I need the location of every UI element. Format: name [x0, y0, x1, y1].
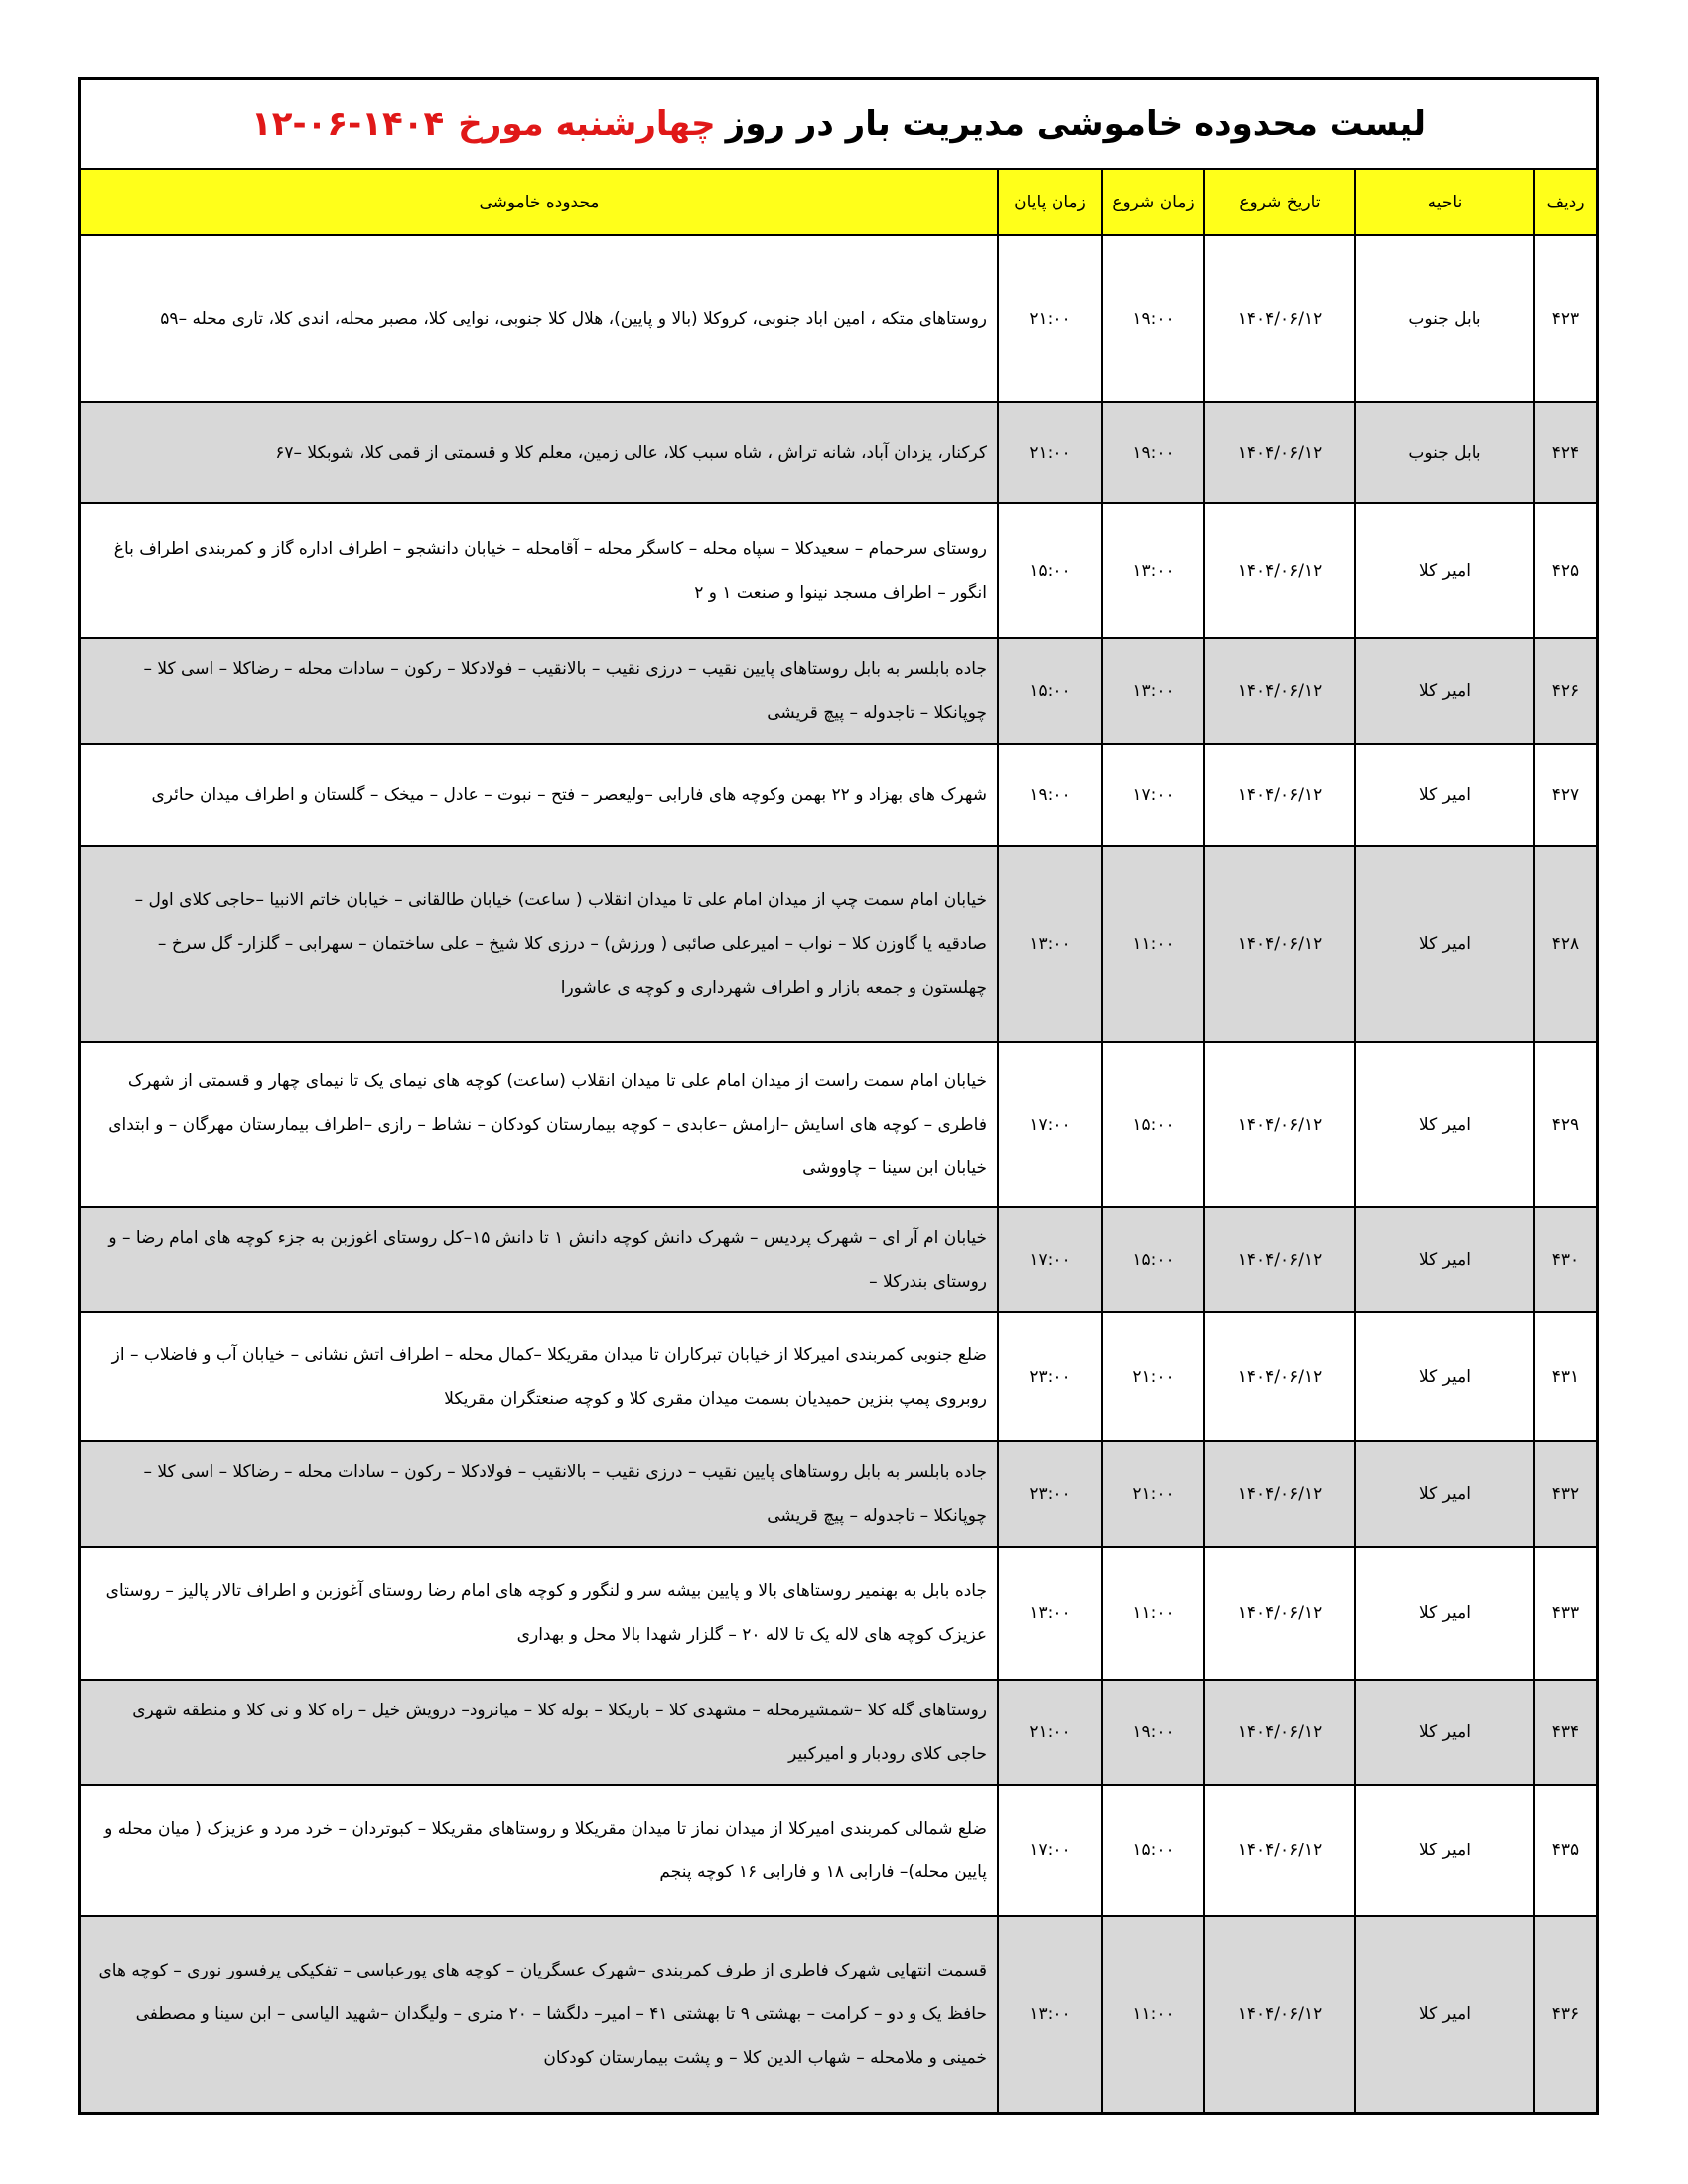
row-number: ۴۳۳: [1534, 1547, 1596, 1680]
row-area: جاده بابلسر به بابل روستاهای پایین نقیب – درزی نقیب – بالانقیب – فولادکلا – رکون – سادات محله – رضاکلا – اسی کلا – چوپانکلا – تاجدوله – پیچ قریشی: [81, 638, 998, 744]
row-zone: امیر کلا: [1355, 1042, 1534, 1207]
row-zone: امیر کلا: [1355, 1207, 1534, 1312]
table-row: [81, 1042, 1596, 1207]
row-number: ۴۳۴: [1534, 1680, 1596, 1785]
row-number: ۴۲۷: [1534, 744, 1596, 846]
row-area: کرکنار، یزدان آباد، شانه تراش ، شاه سبب کلا، عالی زمین، معلم کلا و قسمتی از قمی کلا، شوبکلا –۶۷: [81, 402, 998, 503]
row-zone: بابل جنوب: [1355, 235, 1534, 402]
row-area: خیابان ام آر ای – شهرک پردیس – شهرک دانش کوچه دانش ۱ تا دانش ۱۵–کل روستای اغوزبن به جزء کوچه های امام رضا – و روستای بندرکلا –: [81, 1207, 998, 1312]
row-number: ۴۲۴: [1534, 402, 1596, 503]
row-start-time: ۱۳:۰۰: [1102, 503, 1204, 638]
row-end-time: ۱۷:۰۰: [998, 1207, 1102, 1312]
row-start-time: ۱۹:۰۰: [1102, 1680, 1204, 1785]
title-prefix: لیست محدوده خاموشی مدیریت بار در روز: [725, 104, 1426, 144]
row-end-time: ۱۳:۰۰: [998, 846, 1102, 1042]
row-area: خیابان امام سمت چپ از میدان امام علی تا میدان انقلاب ( ساعت) خیابان طالقانی – خیابان خاتم الانبیا –حاجی کلای اول – صادقیه یا گاوزن کلا – نواب – امیرعلی صائبی ( ورزش) – درزی کلا شیخ – علی ساختمان – سهرابی – گلزار- گل سرخ – چهلستون و جمعه بازار و اطراف شهرداری و کوچه ی عاشورا: [81, 846, 998, 1042]
header-start-time: زمان شروع: [1102, 170, 1204, 235]
row-area: جاده بابل به بهنمیر روستاهای بالا و پایین بیشه سر و لنگور و کوچه های امام رضا روستای آغوزبن و اطراف تالار پالیز – روستای عزیزک کوچه های لاله یک تا لاله ۲۰ – گلزار شهدا بالا محل و بهداری: [81, 1547, 998, 1680]
row-area: جاده بابلسر به بابل روستاهای پایین نقیب – درزی نقیب – بالانقیب – فولادکلا – رکون – سادات محله – رضاکلا – اسی کلا – چوپانکلا – تاجدوله – پیچ قریشی: [81, 1441, 998, 1547]
table-row: [81, 1680, 1596, 1785]
header-start-date: تاریخ شروع: [1204, 170, 1355, 235]
row-zone: امیر کلا: [1355, 744, 1534, 846]
row-zone: امیر کلا: [1355, 1916, 1534, 2112]
row-area: خیابان امام سمت راست از میدان امام علی تا میدان انقلاب (ساعت) کوچه های نیمای یک تا نیمای چهار و قسمتی از شهرک فاطری – کوچه های اسایش –ارامش –عابدی – کوچه بیمارستان کودکان – نشاط – رازی –اطراف بیمارستان مهرگان – و ابتدای خیابان ابن سینا – چاووشی: [81, 1042, 998, 1207]
row-end-time: ۱۷:۰۰: [998, 1042, 1102, 1207]
row-number: ۴۲۸: [1534, 846, 1596, 1042]
table-row: [81, 402, 1596, 503]
header-row: [81, 170, 1596, 235]
row-date: ۱۴۰۴/۰۶/۱۲: [1204, 1785, 1355, 1916]
header-zone: ناحیه: [1355, 170, 1534, 235]
row-area: روستاهای متکه ، امین اباد جنوبی، کروکلا (بالا و پایین)، هلال کلا جنوبی، نوایی کلا، مصبر محله، اندی کلا، تاری محله –۵۹: [81, 235, 998, 402]
row-date: ۱۴۰۴/۰۶/۱۲: [1204, 1207, 1355, 1312]
row-date: ۱۴۰۴/۰۶/۱۲: [1204, 235, 1355, 402]
row-zone: بابل جنوب: [1355, 402, 1534, 503]
row-zone: امیر کلا: [1355, 1312, 1534, 1441]
row-end-time: ۱۷:۰۰: [998, 1785, 1102, 1916]
row-number: ۴۲۵: [1534, 503, 1596, 638]
row-start-time: ۱۹:۰۰: [1102, 402, 1204, 503]
table-row: [81, 1441, 1596, 1547]
row-number: ۴۳۱: [1534, 1312, 1596, 1441]
blackout-sheet: [78, 77, 1599, 2115]
row-end-time: ۱۵:۰۰: [998, 638, 1102, 744]
row-zone: امیر کلا: [1355, 638, 1534, 744]
row-zone: امیر کلا: [1355, 503, 1534, 638]
row-end-time: ۱۵:۰۰: [998, 503, 1102, 638]
row-start-time: ۱۵:۰۰: [1102, 1785, 1204, 1916]
row-number: ۴۲۹: [1534, 1042, 1596, 1207]
row-zone: امیر کلا: [1355, 1785, 1534, 1916]
row-end-time: ۱۳:۰۰: [998, 1547, 1102, 1680]
row-date: ۱۴۰۴/۰۶/۱۲: [1204, 744, 1355, 846]
table-row: [81, 235, 1596, 402]
row-start-time: ۱۵:۰۰: [1102, 1207, 1204, 1312]
row-date: ۱۴۰۴/۰۶/۱۲: [1204, 1441, 1355, 1547]
row-area: روستاهای گله کلا –شمشیرمحله – مشهدی کلا – باریکلا – بوله کلا – میانرود– درویش خیل – راه کلا و نی کلا و منطقه شهری حاجی کلای رودبار و امیرکبیر: [81, 1680, 998, 1785]
row-area: قسمت انتهایی شهرک فاطری از طرف کمربندی –شهرک عسگریان – کوچه های پورعباسی – تفکیکی پرفسور نوری – کوچه های حافظ یک و دو – کرامت – بهشتی ۹ تا بهشتی ۴۱ – امیر– دلگشا – ۲۰ متری – ولیگدان –شهید الیاسی – ابن سینا و مصطفی خمینی و ملامحله – شهاب الدین کلا – و پشت بیمارستان کودکان: [81, 1916, 998, 2112]
row-zone: امیر کلا: [1355, 1547, 1534, 1680]
row-date: ۱۴۰۴/۰۶/۱۲: [1204, 1680, 1355, 1785]
row-end-time: ۱۳:۰۰: [998, 1916, 1102, 2112]
row-start-time: ۱۱:۰۰: [1102, 1916, 1204, 2112]
row-start-time: ۱۷:۰۰: [1102, 744, 1204, 846]
row-end-time: ۲۳:۰۰: [998, 1312, 1102, 1441]
table-row: [81, 744, 1596, 846]
row-zone: امیر کلا: [1355, 846, 1534, 1042]
row-number: ۴۲۳: [1534, 235, 1596, 402]
row-number: ۴۲۶: [1534, 638, 1596, 744]
row-start-time: ۲۱:۰۰: [1102, 1312, 1204, 1441]
row-start-time: ۱۱:۰۰: [1102, 846, 1204, 1042]
row-date: ۱۴۰۴/۰۶/۱۲: [1204, 1547, 1355, 1680]
table-row: [81, 638, 1596, 744]
row-end-time: ۲۳:۰۰: [998, 1441, 1102, 1547]
row-date: ۱۴۰۴/۰۶/۱۲: [1204, 1042, 1355, 1207]
row-date: ۱۴۰۴/۰۶/۱۲: [1204, 638, 1355, 744]
row-start-time: ۲۱:۰۰: [1102, 1441, 1204, 1547]
header-row-number: ردیف: [1534, 170, 1596, 235]
row-start-time: ۱۵:۰۰: [1102, 1042, 1204, 1207]
row-end-time: ۲۱:۰۰: [998, 235, 1102, 402]
title-date: ۱۲-۰۶-۱۴۰۴: [251, 104, 445, 144]
row-date: ۱۴۰۴/۰۶/۱۲: [1204, 1312, 1355, 1441]
row-zone: امیر کلا: [1355, 1680, 1534, 1785]
row-number: ۴۳۲: [1534, 1441, 1596, 1547]
page-title: [81, 80, 1596, 170]
row-end-time: ۱۹:۰۰: [998, 744, 1102, 846]
table-row: [81, 1916, 1596, 2112]
row-start-time: ۱۱:۰۰: [1102, 1547, 1204, 1680]
row-date: ۱۴۰۴/۰۶/۱۲: [1204, 1916, 1355, 2112]
row-end-time: ۲۱:۰۰: [998, 402, 1102, 503]
table-row: [81, 1785, 1596, 1916]
table-row: [81, 503, 1596, 638]
table-row: [81, 846, 1596, 1042]
row-number: ۴۳۶: [1534, 1916, 1596, 2112]
row-area: ضلع شمالی کمربندی امیرکلا از میدان نماز تا میدان مقریکلا و روستاهای مقریکلا – کبوتردان – خرد مرد و عزیزک ( میان محله و پایین محله)– فارابی ۱۸ و فارابی ۱۶ کوچه پنجم: [81, 1785, 998, 1916]
row-date: ۱۴۰۴/۰۶/۱۲: [1204, 402, 1355, 503]
table-row: [81, 1312, 1596, 1441]
title-highlight: چهارشنبه مورخ: [458, 104, 716, 144]
row-date: ۱۴۰۴/۰۶/۱۲: [1204, 846, 1355, 1042]
row-start-time: ۱۹:۰۰: [1102, 235, 1204, 402]
blackout-table: [81, 170, 1596, 2112]
row-zone: امیر کلا: [1355, 1441, 1534, 1547]
row-number: ۴۳۰: [1534, 1207, 1596, 1312]
table-row: [81, 1207, 1596, 1312]
row-area: ضلع جنوبی کمربندی امیرکلا از خیابان تبرکاران تا میدان مقریکلا –کمال محله – اطراف اتش نشانی – خیابان آب و فاضلاب – از روبروی پمپ بنزین حمیدیان بسمت میدان مقری کلا و کوچه صنعتگران مقریکلا: [81, 1312, 998, 1441]
row-start-time: ۱۳:۰۰: [1102, 638, 1204, 744]
row-end-time: ۲۱:۰۰: [998, 1680, 1102, 1785]
row-area: شهرک های بهزاد و ۲۲ بهمن وکوچه های فارابی –ولیعصر – فتح – نبوت – عادل – میخک – گلستان و اطراف میدان حائری: [81, 744, 998, 846]
row-area: روستای سرحمام – سعیدکلا – سپاه محله – کاسگر محله – آقامحله – خیابان دانشجو – اطراف اداره گاز و کمربندی اطراف باغ انگور – اطراف مسجد نینوا و صنعت ۱ و ۲: [81, 503, 998, 638]
row-number: ۴۳۵: [1534, 1785, 1596, 1916]
header-end-time: زمان پایان: [998, 170, 1102, 235]
table-row: [81, 1547, 1596, 1680]
header-area: محدوده خاموشی: [81, 170, 998, 235]
row-date: ۱۴۰۴/۰۶/۱۲: [1204, 503, 1355, 638]
